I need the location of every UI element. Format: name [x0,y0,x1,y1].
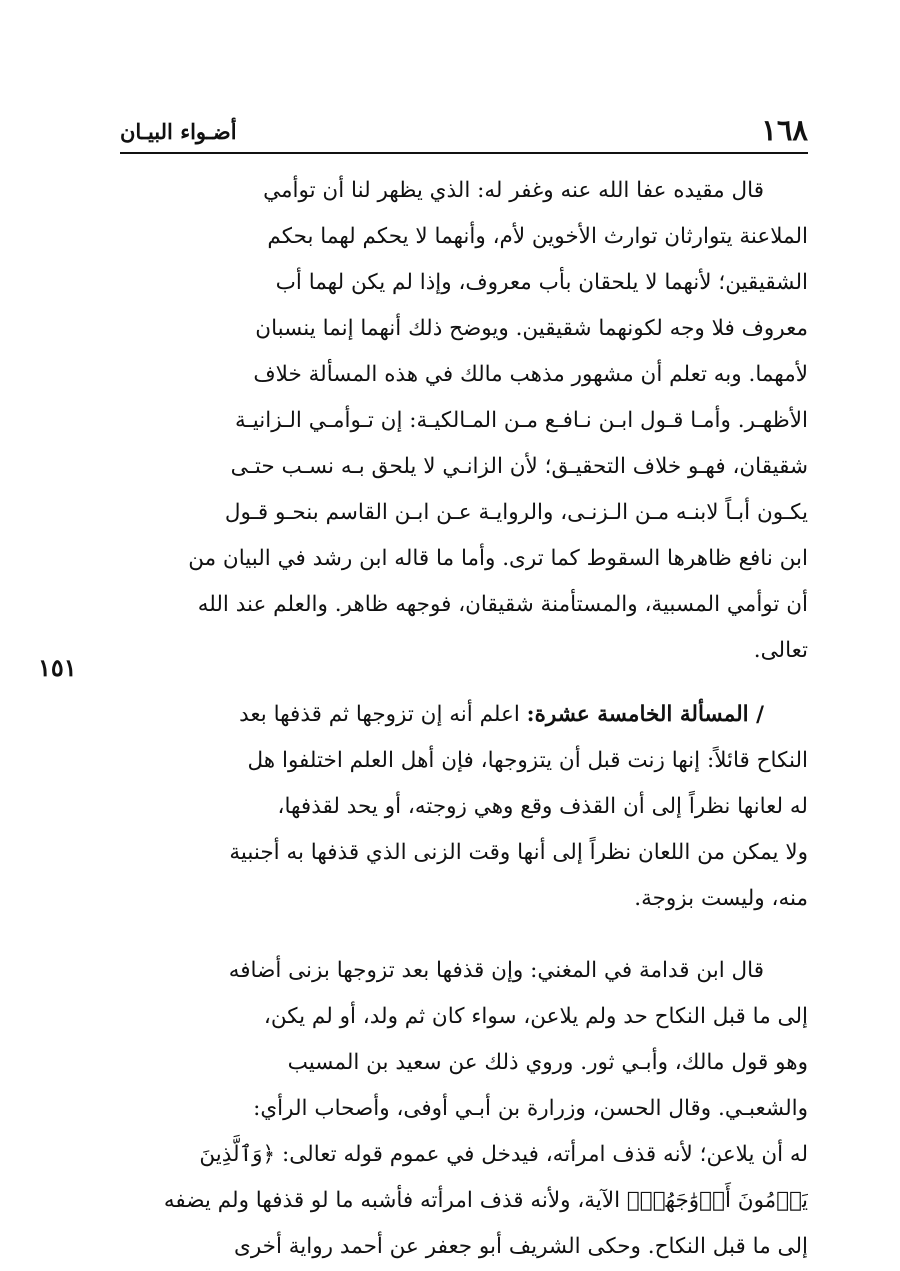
book-title: أضـواء البيـان [120,119,237,144]
paragraph-1 [120,168,808,674]
text-line: الملاعنة يتوارثان توارث الأخوين لأم، وأنهما لا يحكم لهما بحكم [267,224,808,249]
text-line: إلى ما قبل النكاح. وحكى الشريف أبو جعفر عن أحمد رواية أخرى [233,1234,808,1259]
paragraph-2 [120,692,808,922]
page-number: ١٦٨ [761,113,808,147]
header-divider [120,152,808,154]
text-line [120,692,808,738]
text-line: ولا يمكن من اللعان نظراً إلى أنها وقت الزنى الذي قذفها به أجنبية [229,840,808,865]
paragraph-spacer [120,922,808,948]
heading-line-text: اعلم أنه إن تزوجها ثم قذفها بعد [239,702,520,727]
text-line: معروف فلا وجه لكونهما شقيقين. ويوضح ذلك أنهما إنما ينسبان [255,316,808,341]
text-line: له أن يلاعن؛ لأنه قذف امرأته، فيدخل في عموم قوله تعالى: ﴿وَٱلَّذِينَ [199,1142,808,1167]
text-line: شقيقان، فهـو خلاف التحقيـق؛ لأن الزانـي لا يلحق بـه نسـب حتـى [230,454,808,479]
text-line: ابن نافع ظاهرها السقوط كما ترى. وأما ما قاله ابن رشد في البيان من [188,546,808,571]
text-line: يكـون أبـاً لابنـه مـن الـزنـى، والروايـة عـن ابـن القاسم بنحـو قـول [224,500,808,525]
text-line: تعالى. [753,638,808,663]
text-line: لأمهما. وبه تعلم أن مشهور مذهب مالك في هذه المسألة خلاف [253,362,808,387]
text-line: الأظهـر. وأمـا قـول ابـن نـافـع مـن المـالكيـة: إن تـوأمـي الـزانيـة [234,408,808,433]
page-header [120,110,808,154]
text-line: والشعبـي. وقال الحسن، وزرارة بن أبـي أوفى، وأصحاب الرأي: [253,1096,808,1121]
margin-page-number: ١٥١ [38,653,77,682]
page-body [120,168,808,1270]
text-line: يَرۡمُونَ أَزۡوَٰجَهُمۡ﴾ الآية، ولأنه قذف امرأته فأشبه ما لو قذفها ولم يضفه [163,1188,808,1213]
text-line: له لعانها نظراً إلى أن القذف وقع وهي زوجته، أو يحد لقذفها، [277,794,808,819]
text-line: منه، وليست بزوجة. [634,886,808,911]
section-heading: / المسألة الخامسة عشرة: [526,702,764,727]
text-line: أن توأمي المسبية، والمستأمنة شقيقان، فوجهه ظاهر. والعلم عند الله [197,592,808,617]
paragraph-3 [120,948,808,1270]
text-line: إلى ما قبل النكاح حد ولم يلاعن، سواء كان ثم ولد، أو لم يكن، [263,1004,808,1029]
text-line: النكاح قائلاً: إنها زنت قبل أن يتزوجها، فإن أهل العلم اختلفوا هل [247,748,808,773]
text-line: قال مقيده عفا الله عنه وغفر له: الذي يظهر لنا أن توأمي [263,178,764,203]
text-line: الشقيقين؛ لأنهما لا يلحقان بأب معروف، وإذا لم يكن لهما أب [275,270,808,295]
paragraph-spacer [120,674,808,692]
text-line: قال ابن قدامة في المغني: وإن قذفها بعد تزوجها بزنى أضافه [228,958,764,983]
text-line: وهو قول مالك، وأبـي ثور. وروي ذلك عن سعيد بن المسيب [287,1050,808,1075]
